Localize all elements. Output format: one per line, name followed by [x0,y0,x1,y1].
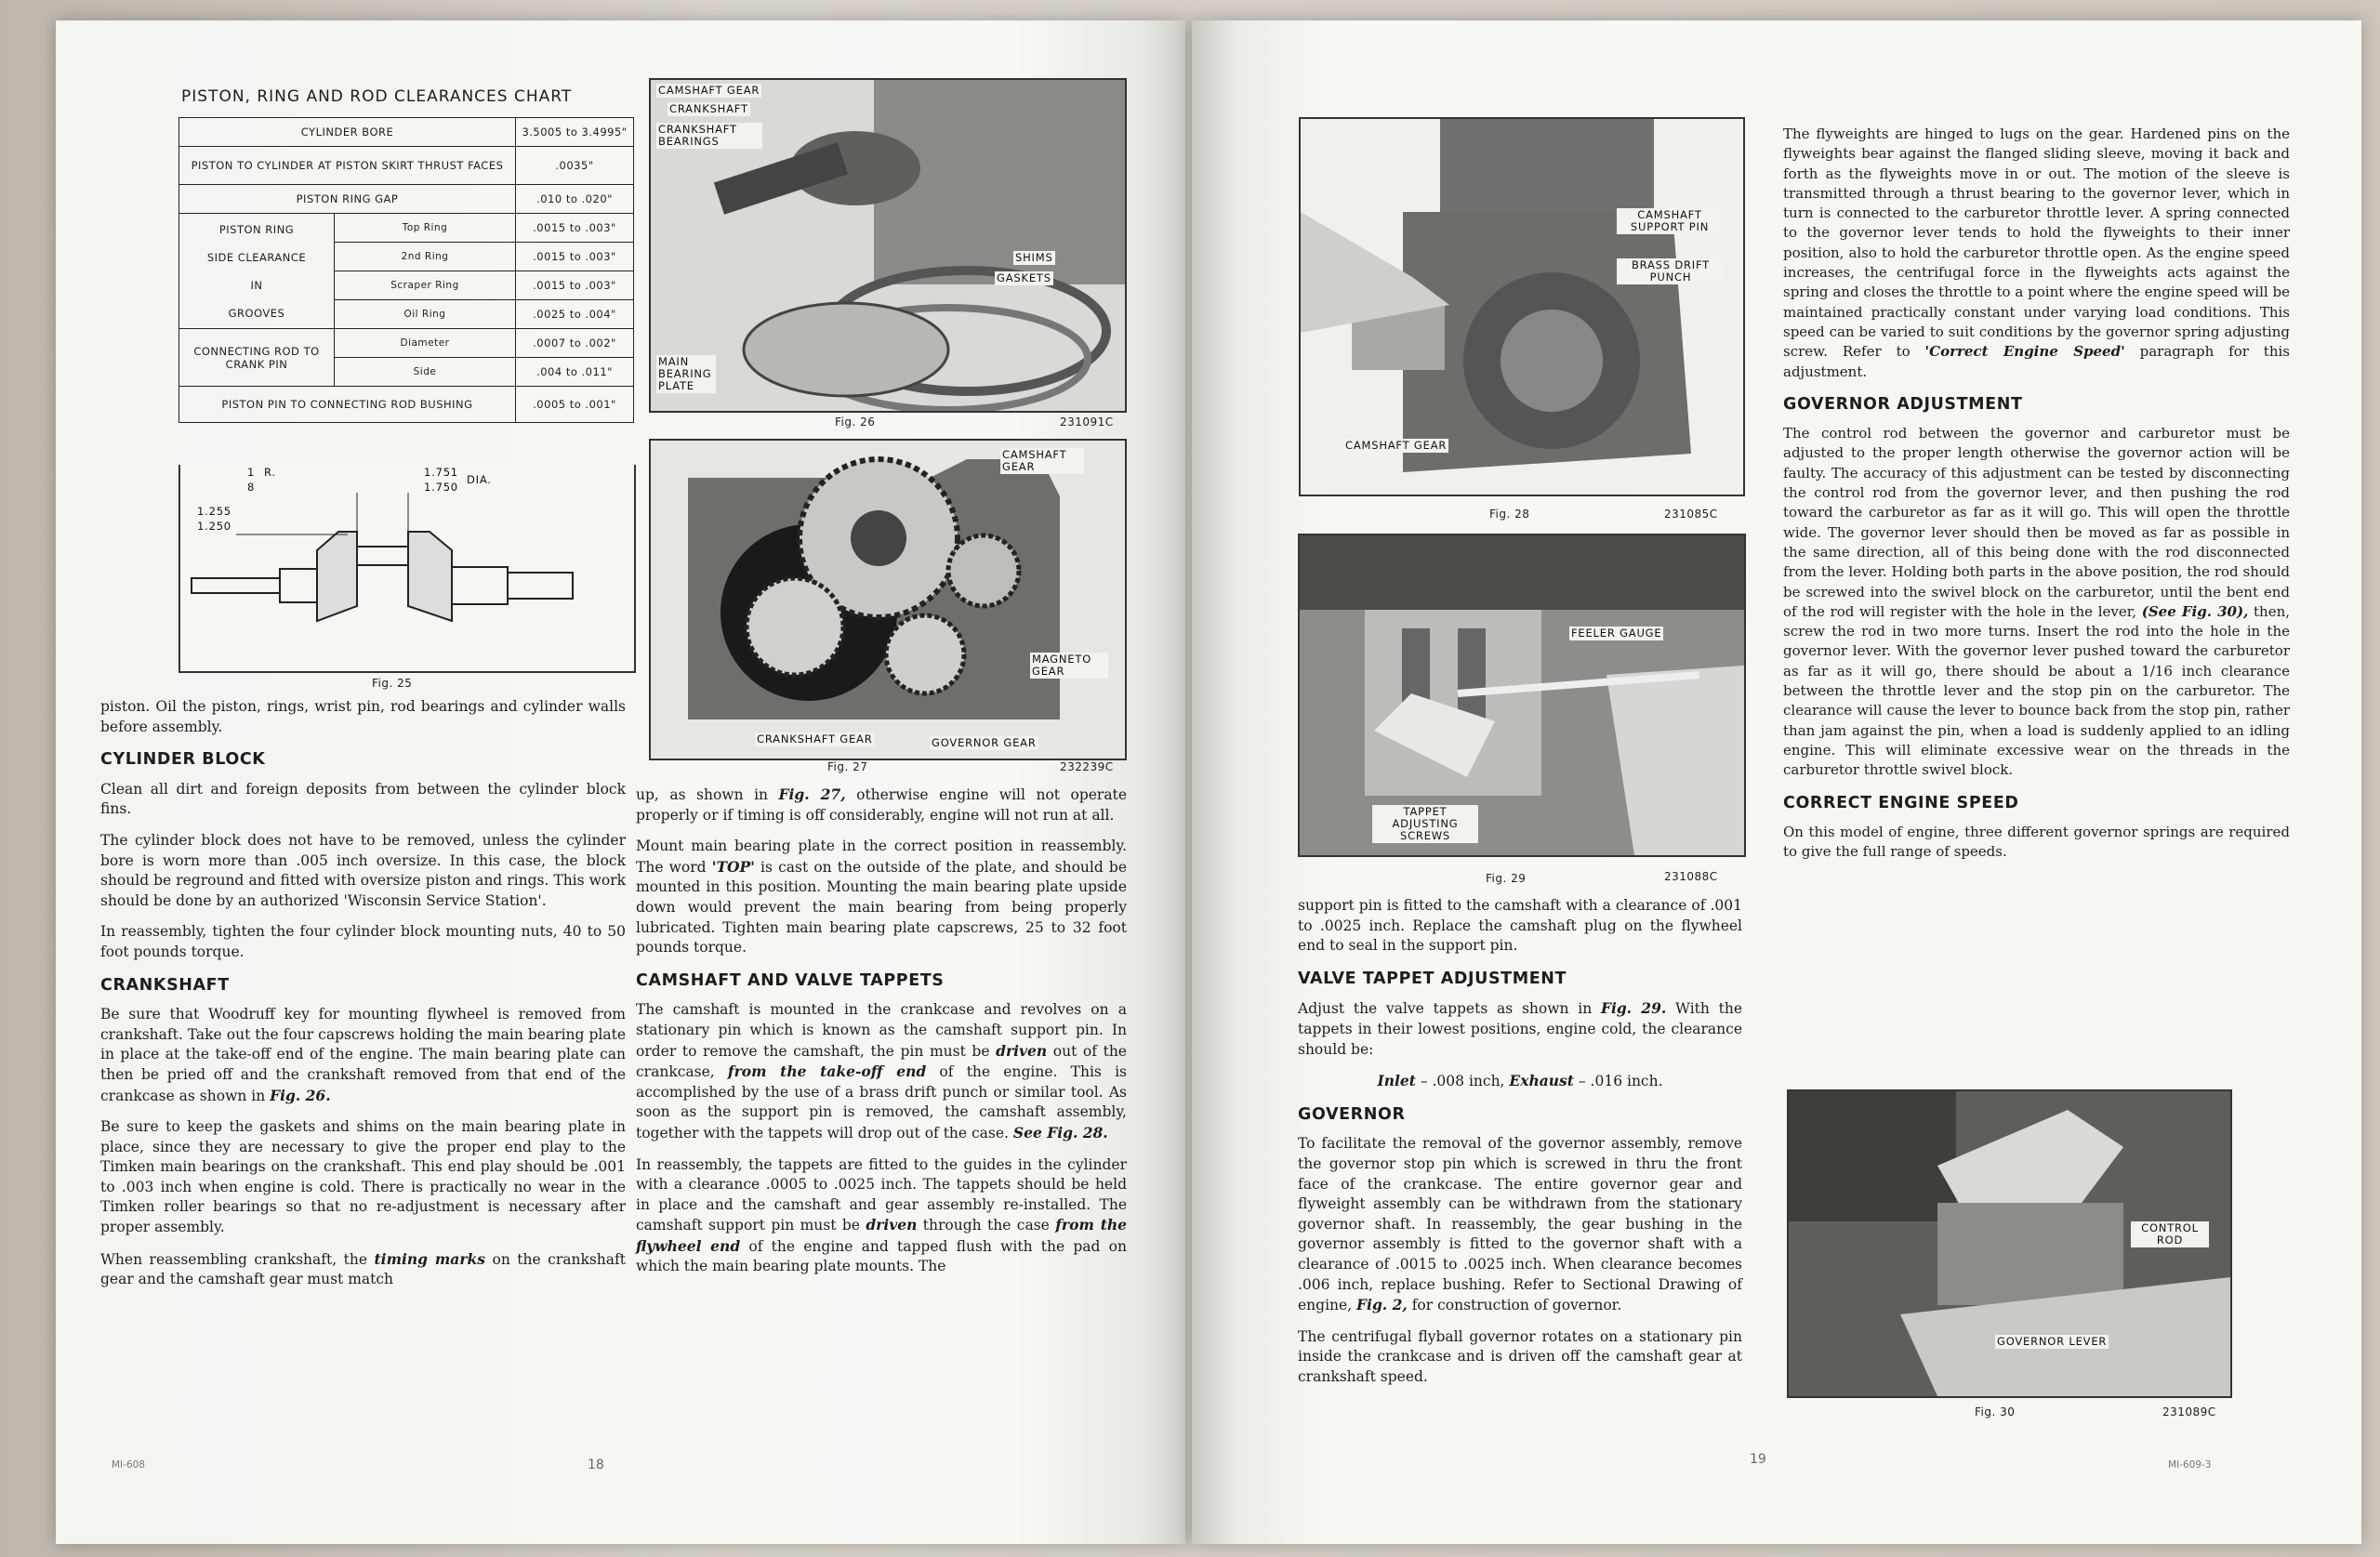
fig30-photo [1787,1089,2232,1398]
text: out of the crankcase, [636,1042,1127,1081]
line: IN [250,278,263,292]
label: SHIMS [1015,251,1053,264]
dia-a: 1.751 [424,466,458,479]
fig29-code: 231088C [1664,870,1718,883]
cell: .0035" [516,147,634,185]
exhaust-label: Exhaust [1509,1072,1574,1090]
cell: Top Ring [335,214,516,243]
side-clearance-label [179,214,335,329]
text: on the crankshaft gear and the camshaft gear must match [100,1250,626,1288]
label: CRANKSHAFT [669,102,748,115]
fig27-caption: Fig. 27 [827,760,868,773]
paragraph [100,1005,626,1106]
heading-cylinder-block: CYLINDER BLOCK [100,750,266,770]
tappet-clearance [1298,1071,1742,1092]
right-page [1192,20,2361,1544]
text: The control rod between the governor and carburetor must be adjusted to the proper length otherwise the governor action will be faulty. The accuracy of this adjustment can be tested by disconnecting the control rod from the governor lever, and then pushing the rod toward the carburetor as far as it will go. This will open the throttle wide. The governor lever should then be moved as far as possible in the same direction, all of this being done with the rod disconnected from the lever. Holding both parts in the above position, the rod should be screwed into the swivel block on the carburetor, until the bent end of the rod will register with the hole in the lever, [1783,425,2290,620]
cell: 2nd Ring [335,243,516,271]
dia-lbl: DIA. [467,473,492,486]
dia-b: 1.750 [424,481,458,494]
footer-code-left: MI-608 [112,1459,145,1471]
text: The camshaft is mounted in the crankcase and revolves on a stationary pin which is known as the camshaft support pin. In order to remove the camshaft, the pin must be [636,1001,1127,1060]
label: CAMSHAFT GEAR [658,84,760,97]
label: MAIN BEARING PLATE [656,355,716,393]
text: of the engine and tapped flush with the pad on which the main bearing plate mounts. The [636,1237,1127,1275]
radius-r: R. [264,466,276,479]
paragraph: The cylinder block does not have to be removed, unless the cylinder bore is worn more than .005 inch oversize. In this case, the block should be reground and fitted with oversize piston and rings. This work should be done by an authorized 'Wisconsin Service Station'. [100,831,626,909]
text: In reassembly, the tappets are fitted to the guides in the cylinder with a clearance .0005 to .0025 inch. The tappets should be held in place and the camshaft and gear assembly re-installed. The camshaft support pin must be [636,1155,1127,1234]
cell: .0005 to .001" [516,387,634,423]
text: To facilitate the removal of the governor assembly, remove the governor stop pin which is screwed in thru the front face of the crankcase. The entire governor gear and flyweight assembly can be withdrawn from the stationary governor shaft. In reassembly, the gear bushing in the governor assembly is fitted to the governor shaft with a clearance of .0015 to .0025 inch. When clearance becomes .006 inch, replace bushing. Refer to Sectional Drawing of engine, [1298,1135,1742,1314]
fig26-code: 231091C [1060,416,1114,429]
paragraph: Clean all dirt and foreign deposits from between the cylinder block fins. [100,780,626,818]
text: Be sure that Woodruff key for mounting flywheel is removed from crankshaft. Take out the four capscrews holding the main bearing plate in place at the take-off end of the engine. The main bearing plate can then be pried off and the crankshaft removed from that end of the crankcase as shown in [100,1006,626,1104]
line: GROOVES [228,306,285,320]
label: CAMSHAFT GEAR [1000,448,1084,474]
cell: Diameter [335,329,516,358]
emph: Fig. 2, [1356,1296,1408,1314]
paragraph [1783,424,2290,780]
text: otherwise engine will not operate properly or if timing is off considerably, engine will not run at all. [636,786,1127,824]
paragraph [1298,1134,1742,1315]
emph: from the take-off end [727,1062,927,1081]
crankshaft-diagram [178,465,636,673]
cell: CONNECTING ROD TO CRANK PIN [179,329,335,387]
fig27-art [651,441,1125,759]
right-column-1 [1298,896,1742,1398]
emph: timing marks [374,1249,485,1268]
cell: Scraper Ring [335,271,516,300]
fig29-photo [1298,534,1746,857]
paragraph: support pin is fitted to the camshaft with a clearance of .001 to .0025 inch. Replace the camshaft plug on the flywheel end to seal in the support pin. [1298,897,1742,955]
text: Adjust the valve tappets as shown in [1298,1000,1601,1018]
fig29-caption: Fig. 29 [1486,872,1527,885]
emph: Fig. 29. [1600,999,1667,1018]
label: BRASS DRIFT PUNCH [1617,258,1725,284]
emph: See Fig. 28. [1012,1123,1108,1141]
cell: .0015 to .003" [516,214,634,243]
text: for construction of governor. [1407,1297,1622,1314]
emph: Fig. 26. [270,1086,331,1104]
clearance-table [178,117,634,423]
label: TAPPET ADJUSTING SCREWS [1372,805,1478,843]
emph: 'Correct Engine Speed' [1924,343,2125,361]
radius-den: 8 [247,481,256,494]
heading-crankshaft: CRANKSHAFT [100,975,230,995]
text: then, screw the rod in two more turns. Insert the rod into the hole in the governor lever. With the governor lever pushed toward the carburetor as far as it will go, there should be about a 1/16 inch clearance between the throttle lever and the stop pin on the carburetor. The clearance will cause the lever to bounce back from the stop pin, rather than jam against the pin, when a load is suddenly applied to an idling engine. This will eliminate excessive wear on the threads in the carburetor throttle swivel block. [1783,602,2291,779]
cell: PISTON PIN TO CONNECTING ROD BUSHING [179,387,516,423]
label: CRANKSHAFT GEAR [757,732,873,746]
emph: (See Fig. 30), [2141,602,2249,620]
cell: PISTON RING GAP [179,185,516,214]
exhaust-value: – .016 inch. [1573,1073,1663,1090]
emph: driven [996,1041,1048,1060]
label: GASKETS [997,271,1051,284]
text: up, as shown in [636,786,779,803]
paragraph [636,785,1127,825]
radius-num: 1 [247,466,256,479]
text: The flyweights are hinged to lugs on the gear. Hardened pins on the flyweights bear against the flanged sliding sleeve, moving it back and forth as the flyweights move in or out. The motion of the sleeve is transmitted through a thrust bearing to the governor lever, which in turn is connected to the carburetor throttle lever. A spring connected to the governor lever tends to hold the flyweights to their inner position, also to hold the carburetor throttle open. As the engine speed increases, the centrifugal force in the flyweights acts against the spring and closes the throttle to a point where the engine speed will be maintained practically constant under varying load conditions. This speed can be varied to suit conditions by the governor spring adjusting screw. Refer to [1783,125,2290,361]
paragraph [636,1155,1127,1278]
heading-governor-adjustment: GOVERNOR ADJUSTMENT [1783,394,2023,414]
fig28-photo [1299,117,1745,496]
cell: .0015 to .003" [516,243,634,271]
fig27-photo [649,439,1127,760]
label: GOVERNOR LEVER [1997,1335,2108,1348]
text: paragraph for this adjustment. [1783,343,2290,380]
right-column-2 [1783,125,2290,873]
page-number-18: 18 [588,1458,604,1472]
heading-engine-speed: CORRECT ENGINE SPEED [1783,793,2019,812]
text: When reassembling crankshaft, the [100,1250,375,1268]
heading-camshaft: CAMSHAFT AND VALVE TAPPETS [636,970,945,990]
text: Mount main bearing plate in the correct position in reassembly. The word [636,838,1127,876]
paragraph [100,1249,626,1290]
fig25-caption: Fig. 25 [372,677,413,690]
emph: Fig. 27, [778,785,846,803]
footer-code-right: MI-609-3 [2168,1459,2212,1471]
paragraph: Be sure to keep the gaskets and shims on the main bearing plate in place, since they are necessary to give the proper end play to the Timken main bearings on the crankshaft. This end play should be .001 to .003 inch when engine is cold. There is practically no wear in the Timken roller bearings so that no re-adjustment is necessary after proper assembly. [100,1118,626,1236]
label: MAGNETO GEAR [1030,653,1108,679]
paragraph: On this model of engine, three different governor springs are required to give the full range of speeds. [1783,823,2290,861]
paragraph: In reassembly, tighten the four cylinder block mounting nuts, 40 to 50 foot pounds torque. [100,923,626,960]
inlet-value: – .008 inch, [1415,1073,1510,1090]
line: PISTON RING [218,222,295,236]
paragraph: piston. Oil the piston, rings, wrist pin, rod bearings and cylinder walls before assembly. [100,698,626,735]
text: through the case [917,1217,1056,1234]
fig30-caption: Fig. 30 [1975,1405,2016,1418]
left-page [56,20,1185,1544]
fig30-code: 231089C [2162,1405,2216,1418]
paragraph [636,837,1127,958]
cell: .004 to .011" [516,358,634,387]
inlet-label: Inlet [1377,1072,1416,1090]
fig27-code: 232239C [1060,760,1114,773]
cell: .0007 to .002" [516,329,634,358]
text: With the tappets in their lowest positions, engine cold, the clearance should be: [1298,1000,1742,1058]
fig26-photo [649,78,1127,413]
cell: .0015 to .003" [516,271,634,300]
fig28-caption: Fig. 28 [1489,508,1530,521]
paragraph [636,1000,1127,1143]
text: is cast on the outside of the plate, and should be mounted in this position. Mounting the main bearing plate upside down would prevent the main bearing from being properly lubricated. Tighten main bearing plate capscrews, 25 to 32 foot pounds torque. [636,858,1127,957]
left-column-1 [100,697,626,1301]
cell: .010 to .020" [516,185,634,214]
emph: from the flywheel end [636,1216,1127,1255]
cell: Oil Ring [335,300,516,329]
emph: driven [866,1216,918,1234]
heading-governor: GOVERNOR [1298,1104,1406,1124]
heading-valve-tappet: VALVE TAPPET ADJUSTMENT [1298,969,1567,988]
cell: CYLINDER BORE [179,118,516,147]
cell: Side [335,358,516,387]
paragraph: The centrifugal flyball governor rotates on a stationary pin inside the crankcase and is driven off the camshaft gear at crankshaft speed. [1298,1327,1742,1385]
cell: PISTON TO CYLINDER AT PISTON SKIRT THRUST FACES [179,147,516,185]
d-b: 1.250 [197,520,231,533]
paragraph [1298,998,1742,1060]
fig29-art [1300,535,1744,855]
cell: 3.5005 to 3.4995" [516,118,634,147]
label: GOVERNOR GEAR [932,736,1037,749]
cell: .0025 to .004" [516,300,634,329]
emph: 'TOP' [711,857,755,876]
crankshaft-drawing [180,465,634,671]
fig28-code: 231085C [1664,508,1718,521]
line: SIDE CLEARANCE [206,250,307,264]
left-column-2 [636,785,1127,1288]
label: CRANKSHAFT BEARINGS [656,123,762,149]
text: of the engine. This is accomplished by the use of a brass drift punch or similar tool. As soon as the support pin is removed, the camshaft assembly, together with the tappets will drop out of the case. [636,1063,1128,1141]
fig26-caption: Fig. 26 [835,416,876,429]
paragraph [1783,125,2290,382]
label: CAMSHAFT GEAR [1345,439,1448,452]
label: CONTROL ROD [2131,1221,2209,1247]
page-number-19: 19 [1750,1452,1766,1467]
clearance-chart-title: PISTON, RING AND ROD CLEARANCES CHART [181,87,573,106]
label: FEELER GAUGE [1571,627,1662,640]
label: CAMSHAFT SUPPORT PIN [1617,208,1723,234]
d-a: 1.255 [197,505,231,518]
